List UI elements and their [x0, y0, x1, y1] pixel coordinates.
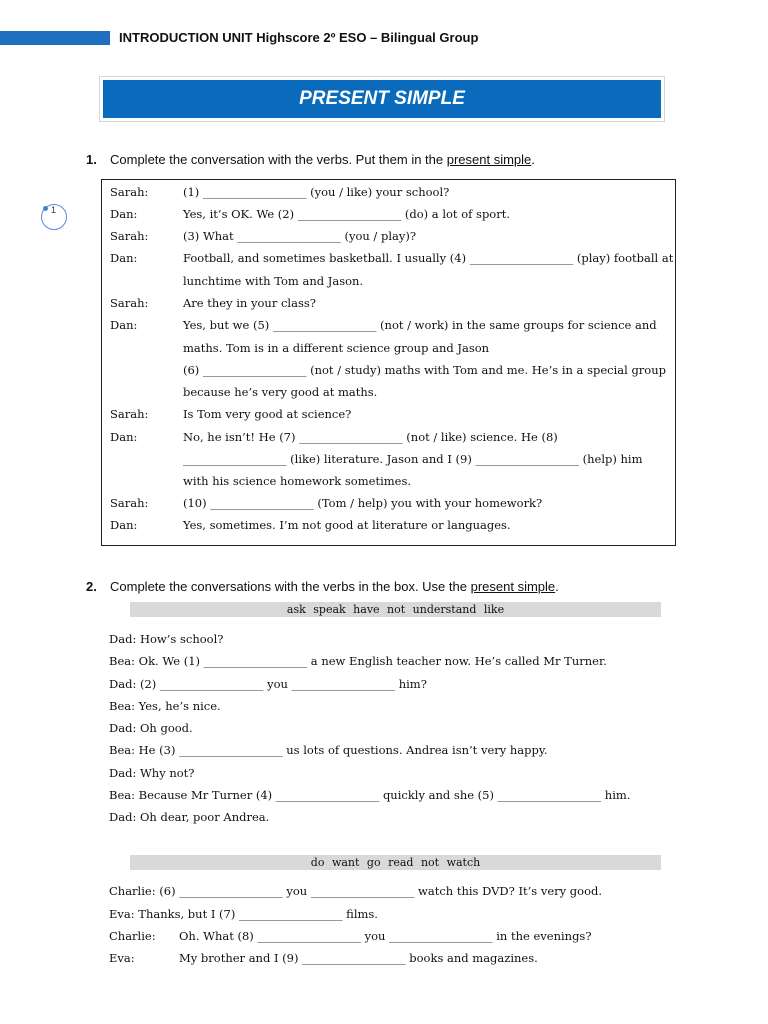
- word-box-2: do want go read not watch: [130, 855, 661, 870]
- word-box-1: ask speak have not understand like: [130, 602, 661, 617]
- title-banner: [103, 80, 661, 118]
- line-text: Yes, it’s OK. We (2) __________________ (do) a lot of sport.: [183, 207, 510, 221]
- conversation-line: [110, 492, 542, 514]
- line-text: Oh dear, poor Andrea.: [139, 810, 270, 824]
- speaker-label: Dad:: [109, 721, 137, 735]
- line-text: (2) __________________ you __________________ him?: [139, 677, 427, 691]
- conversation-line: [109, 880, 602, 902]
- line-text: because he’s very good at maths.: [183, 385, 378, 399]
- conversation-line: [109, 947, 538, 969]
- line-text: Oh. What (8) __________________ you __________________ in the evenings?: [179, 929, 592, 943]
- conversation-line: [109, 762, 194, 784]
- conversation-line: [110, 247, 673, 269]
- conversation-line: [109, 695, 221, 717]
- exercise-1-number: 1.: [86, 152, 97, 167]
- exercise-1-instruction: Complete the conversation with the verbs. Put them in the: [110, 152, 447, 167]
- conversation-line: [110, 292, 316, 314]
- conversation-line: [109, 628, 223, 650]
- line-text: Yes, but we (5) __________________ (not / work) in the same groups for science and: [183, 318, 657, 332]
- speaker-label: Sarah:: [110, 229, 149, 243]
- conversation-line: [110, 225, 416, 247]
- line-text: Why not?: [139, 766, 195, 780]
- conversation-line: [109, 784, 630, 806]
- line-text: Is Tom very good at science?: [183, 407, 352, 421]
- page-header: INTRODUCTION UNIT Highscore 2º ESO – Bilingual Group: [119, 30, 479, 45]
- exercise-2-instruction-end: .: [555, 579, 559, 594]
- exercise-1-instruction-underlined: present simple: [446, 152, 532, 167]
- speaker-label: Dad:: [109, 810, 137, 824]
- conversation-line: [110, 448, 643, 470]
- line-text: (1) __________________ (you / like) your school?: [183, 185, 450, 199]
- speaker-label: Dan:: [110, 430, 138, 444]
- line-text: with his science homework sometimes.: [183, 474, 412, 488]
- title-frame: [99, 76, 665, 122]
- conversation-line: [109, 650, 607, 672]
- exercise-2-instruction-underlined: present simple: [470, 579, 556, 594]
- line-text: (6) __________________ you __________________ watch this DVD? It’s very good.: [155, 884, 603, 898]
- conversation-line: [110, 203, 510, 225]
- speaker-label: Bea:: [109, 699, 135, 713]
- line-text: Football, and sometimes basketball. I usually (4) __________________ (play) football at: [183, 251, 674, 265]
- line-text: (6) __________________ (not / study) maths with Tom and me. He’s in a special group: [183, 363, 666, 377]
- speaker-label: Eva:: [109, 907, 135, 921]
- conversation-line: [110, 403, 351, 425]
- conversation-line: [110, 381, 377, 403]
- line-text: No, he isn’t! He (7) __________________ (not / like) science. He (8): [183, 430, 558, 444]
- exercise-1-heading: [86, 152, 535, 167]
- conversation-line: [110, 426, 558, 448]
- line-text: (10) __________________ (Tom / help) you with your homework?: [183, 496, 543, 510]
- conversation-line: [110, 337, 489, 359]
- line-text: lunchtime with Tom and Jason.: [183, 274, 364, 288]
- conversation-line: [109, 717, 193, 739]
- speaker-label: Dan:: [110, 518, 138, 532]
- speaker-label: Bea:: [109, 654, 135, 668]
- comment-marker-number: 1: [51, 205, 57, 215]
- exercise-1-conversation-box: [101, 179, 676, 546]
- comment-marker-icon[interactable]: [41, 204, 67, 230]
- line-text: __________________ (like) literature. Jason and I (9) __________________ (help) him: [183, 452, 643, 466]
- speaker-label: Dan:: [110, 251, 138, 265]
- speaker-label: Dan:: [110, 207, 138, 221]
- line-text: Oh good.: [139, 721, 193, 735]
- speaker-label: Eva:: [109, 951, 135, 965]
- exercise-2-heading: [86, 579, 559, 594]
- line-text: My brother and I (9) __________________ books and magazines.: [179, 951, 538, 965]
- header-accent-bar: [0, 31, 110, 45]
- conversation-line: [109, 903, 378, 925]
- speaker-label: Dad:: [109, 766, 137, 780]
- exercise-2-instruction: Complete the conversations with the verbs in the box. Use the: [110, 579, 471, 594]
- speaker-label: Sarah:: [110, 296, 149, 310]
- page-title: PRESENT SIMPLE: [299, 88, 465, 109]
- speaker-label: Bea:: [109, 788, 135, 802]
- line-text: Because Mr Turner (4) __________________ quickly and she (5) __________________ him.: [138, 788, 631, 802]
- conversation-line: [109, 806, 269, 828]
- conversation-line: [109, 925, 592, 947]
- conversation-line: [109, 673, 427, 695]
- speaker-label: Charlie:: [109, 929, 156, 943]
- line-text: How’s school?: [139, 632, 224, 646]
- exercise-1-instruction-end: .: [531, 152, 535, 167]
- speaker-label: Sarah:: [110, 496, 149, 510]
- conversation-line: [110, 181, 449, 203]
- speaker-label: Sarah:: [110, 185, 149, 199]
- line-text: (3) What __________________ (you / play)?: [183, 229, 417, 243]
- speaker-label: Charlie:: [109, 884, 156, 898]
- line-text: Ok. We (1) __________________ a new English teacher now. He’s called Mr Turner.: [138, 654, 607, 668]
- conversation-line: [110, 270, 363, 292]
- conversation-line: [109, 739, 548, 761]
- line-text: Are they in your class?: [183, 296, 316, 310]
- conversation-line: [110, 314, 657, 336]
- conversation-line: [110, 359, 666, 381]
- conversation-line: [110, 470, 411, 492]
- speaker-label: Sarah:: [110, 407, 149, 421]
- line-text: Yes, he’s nice.: [138, 699, 221, 713]
- line-text: He (3) __________________ us lots of questions. Andrea isn’t very happy.: [138, 743, 548, 757]
- exercise-2-number: 2.: [86, 579, 97, 594]
- comment-marker-dot: [43, 206, 48, 211]
- speaker-label: Dad:: [109, 677, 137, 691]
- line-text: Yes, sometimes. I’m not good at literature or languages.: [183, 518, 511, 532]
- speaker-label: Bea:: [109, 743, 135, 757]
- conversation-line: [110, 514, 511, 536]
- line-text: maths. Tom is in a different science group and Jason: [183, 341, 490, 355]
- speaker-label: Dad:: [109, 632, 137, 646]
- speaker-label: Dan:: [110, 318, 138, 332]
- line-text: Thanks, but I (7) __________________ films.: [134, 907, 378, 921]
